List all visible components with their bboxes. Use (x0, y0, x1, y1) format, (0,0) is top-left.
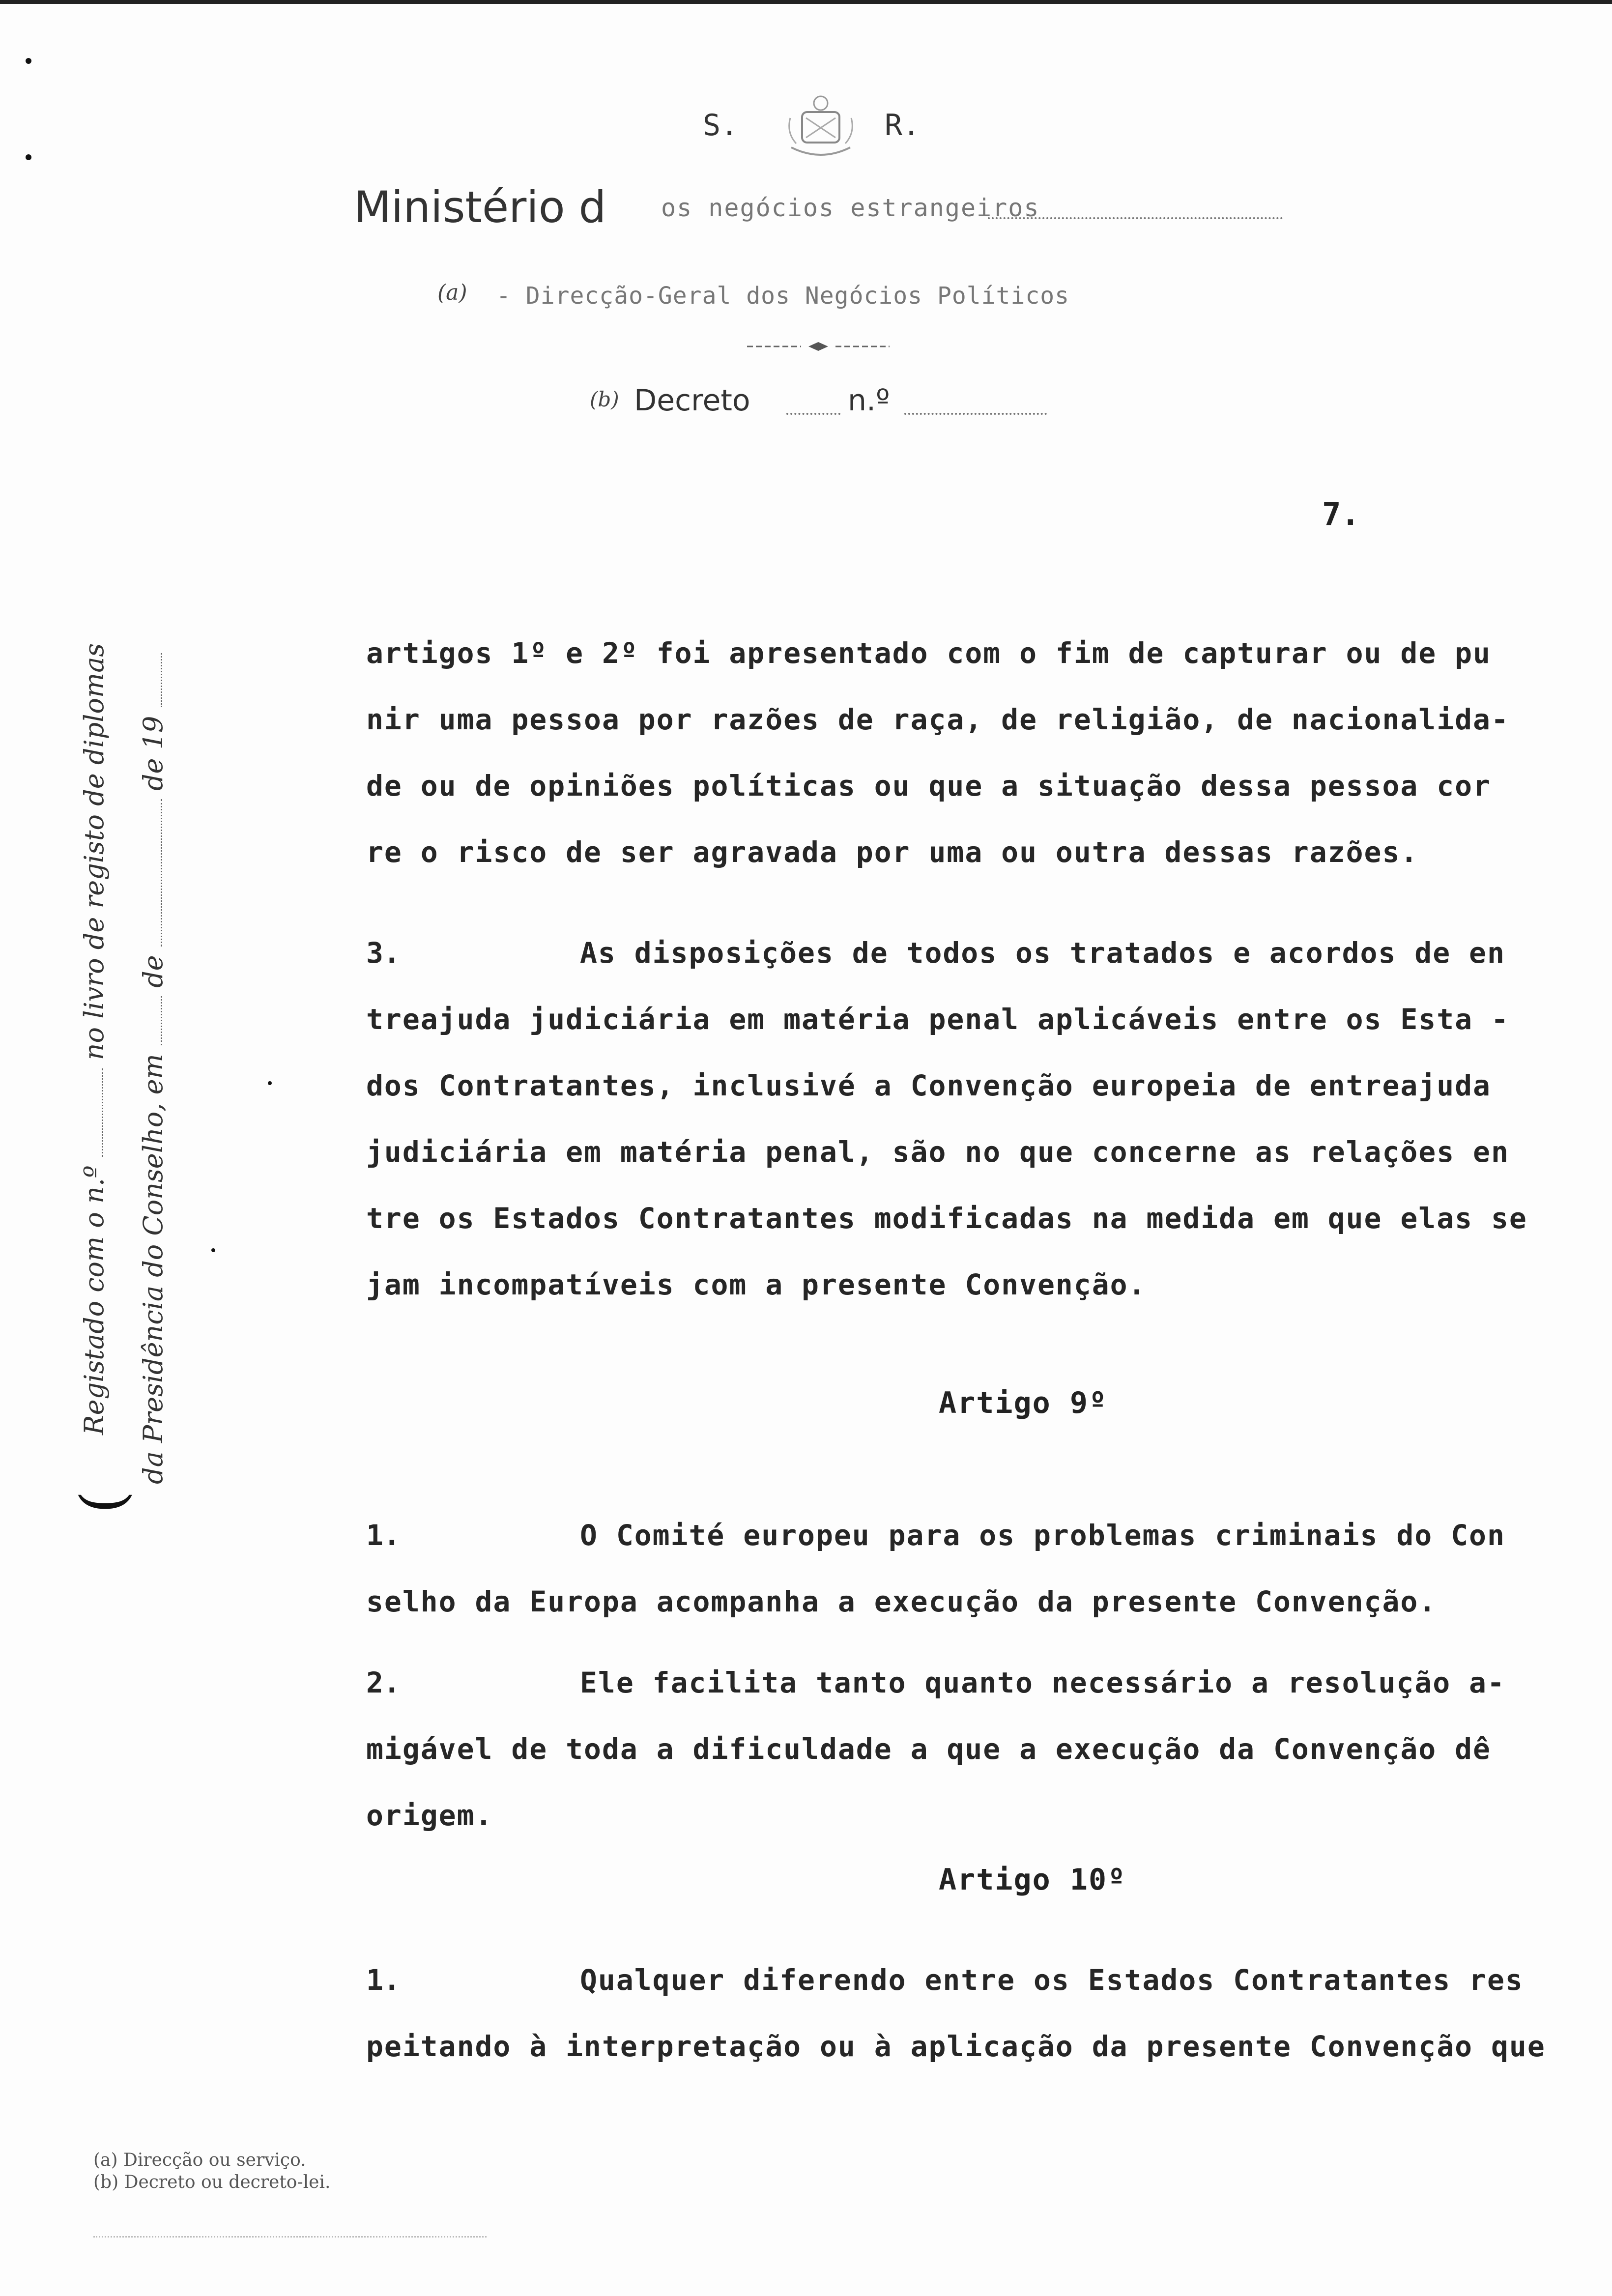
body-line: de ou de opiniões políticas ou que a situação dessa pessoa cor (366, 769, 1491, 803)
letterhead (698, 88, 953, 167)
scan-speck (26, 154, 31, 160)
footnote-a: (a) Direcção ou serviço. (93, 2150, 306, 2170)
dotted-leader (786, 413, 840, 415)
ministry-line (354, 182, 1288, 241)
scan-speck (26, 58, 31, 64)
bracket-mark: ( (69, 1491, 137, 1514)
faint-printer-line (93, 2226, 487, 2238)
article-heading: Artigo 10º (939, 1863, 1126, 1897)
body-line: dos Contratantes, inclusivé a Convenção europeia de entreajuda (366, 1069, 1491, 1102)
decree-label: Decreto (634, 383, 750, 418)
ministry-fill: os negócios estrangeiros (661, 194, 1040, 222)
coat-of-arms-icon (772, 88, 870, 162)
paragraph-number: 1. (366, 1519, 401, 1552)
body-line: As disposições de todos os tratados e acordos de en (580, 936, 1505, 970)
paragraph-number: 1. (366, 1963, 401, 1997)
ministry-label: Ministério d (354, 182, 606, 232)
body-line: origem. (366, 1799, 493, 1832)
body-line: re o risco de ser agravada por uma ou outra dessas razões. (366, 835, 1419, 869)
scan-speck (268, 1081, 272, 1085)
body-line: Ele facilita tanto quanto necessário a resolução a- (580, 1666, 1505, 1699)
ornament-divider-icon (747, 339, 890, 354)
direction-line (437, 280, 1224, 319)
page-number: 7. (1322, 496, 1360, 533)
body-line: tre os Estados Contratantes modificadas na medida em que elas se (366, 1202, 1527, 1235)
body-line: migável de toda a dificuldade a que a execução da Convenção dê (366, 1732, 1491, 1766)
margin-registration-note (49, 600, 187, 1514)
body-line: jam incompatíveis com a presente Convenção. (366, 1268, 1147, 1301)
decree-mark: (b) (590, 387, 619, 411)
body-line: judiciária em matéria penal, são no que concerne as relações en (366, 1135, 1509, 1169)
body-line: peitando à interpretação ou à aplicação da presente Convenção que (366, 2030, 1546, 2063)
letterhead-right-letter: R. (885, 108, 921, 143)
top-edge-rule (0, 0, 1612, 4)
margin-note-line-2: da Presidência do Conselho, em de de 19 (138, 653, 169, 1484)
body-line: nir uma pessoa por razões de raça, de religião, de nacionalida- (366, 703, 1509, 736)
margin-note-line-1: Registado com o n.º no livro de registo de diplomas (79, 643, 110, 1435)
body-line: selho da Europa acompanha a execução da presente Convenção. (366, 1585, 1437, 1618)
letterhead-left-letter: S. (703, 108, 739, 143)
body-line: Qualquer diferendo entre os Estados Contratantes res (580, 1963, 1524, 1997)
paragraph-number: 2. (366, 1666, 401, 1699)
dotted-leader (904, 413, 1047, 415)
dotted-leader (988, 217, 1283, 219)
decree-number-label: n.º (848, 383, 890, 418)
body-line: O Comité europeu para os problemas criminais do Con (580, 1519, 1505, 1552)
direction-fill: - Direcção-Geral dos Negócios Políticos (496, 282, 1070, 310)
scan-speck (211, 1248, 215, 1252)
body-line: artigos 1º e 2º foi apresentado com o fim de capturar ou de pu (366, 636, 1491, 670)
article-heading: Artigo 9º (939, 1386, 1108, 1420)
footnote-b: (b) Decreto ou decreto-lei. (93, 2172, 331, 2192)
paragraph-number: 3. (366, 936, 401, 970)
direction-mark: (a) (437, 280, 467, 305)
body-line: treajuda judiciária em matéria penal aplicáveis entre os Esta - (366, 1003, 1509, 1036)
decree-line (590, 383, 1081, 428)
